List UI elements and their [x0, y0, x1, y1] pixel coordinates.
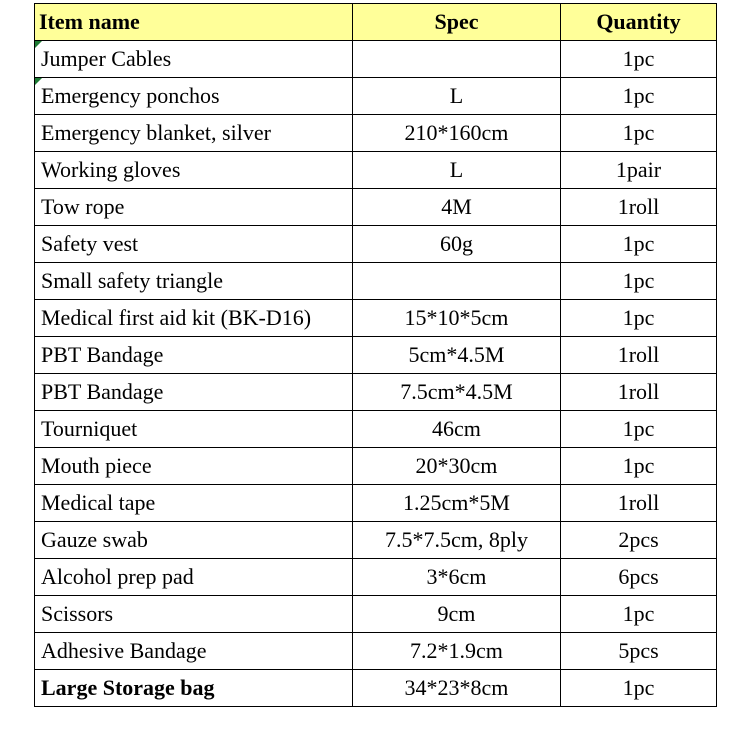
table-row	[35, 152, 717, 189]
table-row	[35, 670, 717, 707]
table-row	[35, 559, 717, 596]
table-row	[35, 633, 717, 670]
item-name-cell: Medical tape	[35, 485, 353, 522]
comment-marker-icon	[35, 78, 42, 85]
item-name-cell: Adhesive Bandage	[35, 633, 353, 670]
comment-marker-icon	[35, 41, 42, 48]
spec-cell: 9cm	[353, 596, 561, 633]
table-row	[35, 300, 717, 337]
quantity-cell: 1roll	[561, 485, 717, 522]
column-header-quantity: Quantity	[561, 4, 717, 41]
item-name-cell: PBT Bandage	[35, 374, 353, 411]
spec-cell: 15*10*5cm	[353, 300, 561, 337]
spec-cell: 3*6cm	[353, 559, 561, 596]
table-row	[35, 522, 717, 559]
table-row	[35, 189, 717, 226]
spec-cell: 46cm	[353, 411, 561, 448]
quantity-cell: 1roll	[561, 189, 717, 226]
quantity-cell: 2pcs	[561, 522, 717, 559]
column-header-spec: Spec	[353, 4, 561, 41]
table-row	[35, 374, 717, 411]
spec-cell: 20*30cm	[353, 448, 561, 485]
quantity-cell: 1pc	[561, 41, 717, 78]
quantity-cell: 1roll	[561, 374, 717, 411]
table-header	[35, 4, 717, 41]
item-name-cell	[35, 78, 353, 115]
item-name-cell: Alcohol prep pad	[35, 559, 353, 596]
spec-cell: 4M	[353, 189, 561, 226]
table-row	[35, 78, 717, 115]
quantity-cell: 1pc	[561, 411, 717, 448]
table-row	[35, 115, 717, 152]
table-row	[35, 411, 717, 448]
quantity-cell: 5pcs	[561, 633, 717, 670]
spec-cell: 7.2*1.9cm	[353, 633, 561, 670]
spec-cell: 1.25cm*5M	[353, 485, 561, 522]
table-row	[35, 41, 717, 78]
spec-cell	[353, 263, 561, 300]
spec-cell: 7.5cm*4.5M	[353, 374, 561, 411]
item-name-cell: Emergency blanket, silver	[35, 115, 353, 152]
table-row	[35, 337, 717, 374]
item-name-cell: Medical first aid kit (BK-D16)	[35, 300, 353, 337]
item-name-text: Emergency ponchos	[41, 83, 220, 108]
table-row	[35, 596, 717, 633]
spec-cell: 60g	[353, 226, 561, 263]
spec-cell	[353, 41, 561, 78]
spec-cell: L	[353, 78, 561, 115]
spec-cell: 34*23*8cm	[353, 670, 561, 707]
item-name-cell	[35, 41, 353, 78]
item-name-cell: Scissors	[35, 596, 353, 633]
header-row	[35, 4, 717, 41]
spec-cell: 5cm*4.5M	[353, 337, 561, 374]
item-name-cell: PBT Bandage	[35, 337, 353, 374]
item-name-cell: Safety vest	[35, 226, 353, 263]
table-row	[35, 448, 717, 485]
spec-cell: 7.5*7.5cm, 8ply	[353, 522, 561, 559]
spec-cell: 210*160cm	[353, 115, 561, 152]
item-name-cell: Gauze swab	[35, 522, 353, 559]
item-name-cell: Small safety triangle	[35, 263, 353, 300]
table-row	[35, 263, 717, 300]
item-name-cell: Tow rope	[35, 189, 353, 226]
column-header-item-name: Item name	[35, 4, 353, 41]
item-name-cell: Tourniquet	[35, 411, 353, 448]
item-name-cell: Mouth piece	[35, 448, 353, 485]
quantity-cell: 1pc	[561, 115, 717, 152]
item-name-cell: Large Storage bag	[35, 670, 353, 707]
quantity-cell: 1pc	[561, 226, 717, 263]
item-name-cell: Working gloves	[35, 152, 353, 189]
item-spec-table	[34, 3, 717, 707]
quantity-cell: 1pc	[561, 448, 717, 485]
quantity-cell: 1pc	[561, 596, 717, 633]
quantity-cell: 1pc	[561, 78, 717, 115]
table-row	[35, 226, 717, 263]
quantity-cell: 1pc	[561, 670, 717, 707]
quantity-cell: 1pair	[561, 152, 717, 189]
quantity-cell: 1pc	[561, 300, 717, 337]
item-name-text: Jumper Cables	[41, 46, 172, 71]
table-body	[35, 41, 717, 707]
table-row	[35, 485, 717, 522]
quantity-cell: 1pc	[561, 263, 717, 300]
quantity-cell: 1roll	[561, 337, 717, 374]
quantity-cell: 6pcs	[561, 559, 717, 596]
spec-cell: L	[353, 152, 561, 189]
